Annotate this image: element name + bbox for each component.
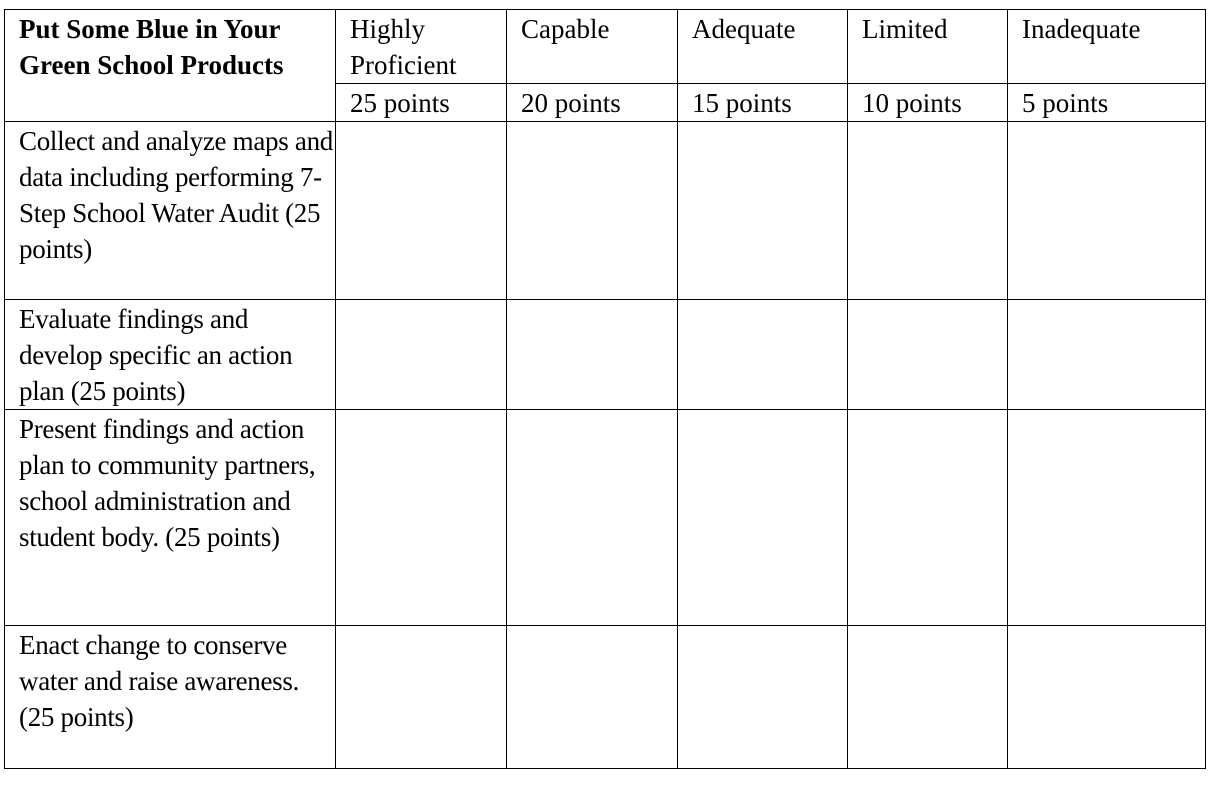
rubric-table bbox=[4, 9, 1206, 769]
criterion-enact-change: Enact change to conserve water and raise awareness. (25 points) bbox=[5, 626, 336, 769]
rubric-title: Put Some Blue in Your Green School Products bbox=[5, 10, 336, 122]
level-name-capable: Capable bbox=[507, 10, 678, 84]
level-name-limited: Limited bbox=[848, 10, 1008, 84]
score-cell bbox=[848, 626, 1008, 769]
score-cell bbox=[336, 626, 507, 769]
table-row bbox=[5, 300, 1206, 410]
level-points-limited: 10 points bbox=[848, 84, 1008, 122]
score-cell bbox=[678, 410, 848, 626]
score-cell bbox=[507, 300, 678, 410]
criterion-collect-analyze: Collect and analyze maps and data including performing 7-Step School Water Audit (25 points) bbox=[5, 122, 336, 300]
table-row bbox=[5, 122, 1206, 300]
score-cell bbox=[336, 122, 507, 300]
score-cell bbox=[678, 300, 848, 410]
score-cell bbox=[507, 122, 678, 300]
score-cell bbox=[1008, 300, 1206, 410]
criterion-evaluate-findings: Evaluate findings and develop specific an action plan (25 points) bbox=[5, 300, 336, 410]
score-cell bbox=[1008, 626, 1206, 769]
level-points-inadequate: 5 points bbox=[1008, 84, 1206, 122]
score-cell bbox=[507, 410, 678, 626]
score-cell bbox=[678, 122, 848, 300]
score-cell bbox=[1008, 410, 1206, 626]
header-row-levels bbox=[5, 10, 1206, 84]
score-cell bbox=[848, 300, 1008, 410]
score-cell bbox=[1008, 122, 1206, 300]
level-points-adequate: 15 points bbox=[678, 84, 848, 122]
score-cell bbox=[678, 626, 848, 769]
table-row bbox=[5, 410, 1206, 626]
score-cell bbox=[507, 626, 678, 769]
score-cell bbox=[848, 410, 1008, 626]
level-points-capable: 20 points bbox=[507, 84, 678, 122]
level-points-highly-proficient: 25 points bbox=[336, 84, 507, 122]
level-name-highly-proficient: Highly Proficient bbox=[336, 10, 507, 84]
score-cell bbox=[336, 410, 507, 626]
score-cell bbox=[336, 300, 507, 410]
score-cell bbox=[848, 122, 1008, 300]
level-name-inadequate: Inadequate bbox=[1008, 10, 1206, 84]
table-row bbox=[5, 626, 1206, 769]
criterion-present-findings: Present findings and action plan to community partners, school administration and student body. (25 points) bbox=[5, 410, 336, 626]
level-name-adequate: Adequate bbox=[678, 10, 848, 84]
